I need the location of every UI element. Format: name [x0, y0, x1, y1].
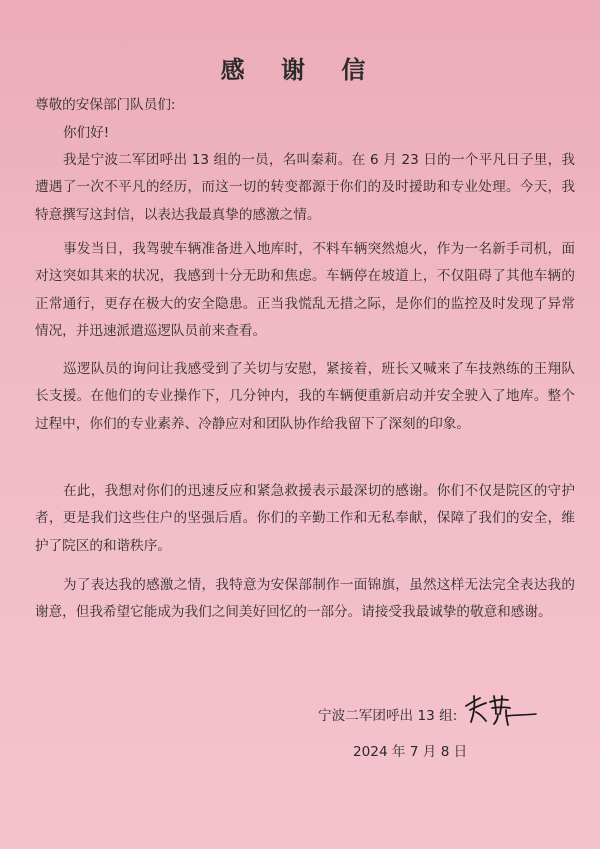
greeting: 你们好! — [63, 125, 110, 141]
paragraph-3: 巡逻队员的询问让我感受到了关切与安慰，紧接着，班长又喊来了车技熟练的王翔队长支援。在他们的专业操作下，几分钟内，我的车辆便重新启动并安全驶入了地库。整个过程中，你们的专业素养、冷静应对和团队协作给我留下了深刻的印象。 — [35, 361, 575, 432]
paragraph-4: 在此，我想对你们的迅速反应和紧急救援表示最深切的感谢。你们不仅是院区的守护者，更是我们这些住户的坚强后盾。你们的辛勤工作和无私奉献，保障了我们的安全，维护了院区的和谐秩序。 — [35, 483, 575, 554]
handwritten-signature — [462, 688, 538, 728]
salutation: 尊敬的安保部门队员们: — [35, 97, 176, 113]
paragraph-1: 我是宁波二军团呼出 13 组的一员，名叫秦莉。在 6 月 23 日的一个平凡日子里，我遭遇了一次不平凡的经历，而这一切的转变都源于你们的及时援助和专业处理。今天，我特意撰写这封信，以表达我最真挚的感激之情。 — [35, 152, 575, 223]
letter-title: 感 谢 信 — [220, 55, 380, 84]
signature-label: 宁波二军团呼出 13 组: — [318, 708, 458, 724]
paragraph-2: 事发当日，我驾驶车辆准备进入地库时，不料车辆突然熄火，作为一名新手司机，面对这突如其来的状况，我感到十分无助和焦虑。车辆停在坡道上，不仅阻碍了其他车辆的正常通行，更存在极大的安全隐患。正当我慌乱无措之际，是你们的监控及时发现了异常情况，并迅速派遣巡逻队员前来查看。 — [35, 241, 575, 340]
letter-date: 2024 年 7 月 8 日 — [353, 744, 468, 760]
paragraph-5: 为了表达我的感激之情，我特意为安保部制作一面锦旗，虽然这样无法完全表达我的谢意，但我希望它能成为我们之间美好回忆的一部分。请接受我最诚挚的敬意和感谢。 — [35, 577, 575, 621]
